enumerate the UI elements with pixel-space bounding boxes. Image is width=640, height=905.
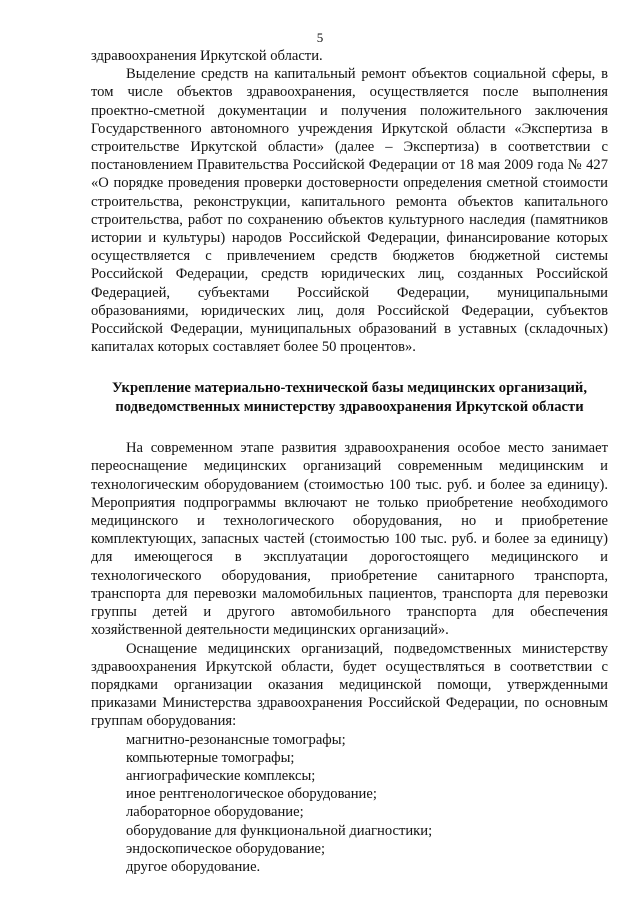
list-item: иное рентгенологическое оборудование; — [126, 786, 377, 803]
section-heading-line-1: Укрепление материально-технической базы медицинских организаций, — [112, 380, 587, 397]
list-item: ангиографические комплексы; — [126, 767, 316, 784]
section-heading — [91, 379, 608, 416]
equipment-list — [91, 731, 608, 877]
list-item: лабораторное оборудование; — [126, 804, 304, 821]
list-item: компьютерные томографы; — [126, 749, 295, 766]
list-item: оборудование для функциональной диагностики; — [126, 822, 433, 839]
paragraph-re-equipment: На современном этапе развития здравоохранения особое место занимает переоснащение медицинских организаций современным медицинским и технологическим оборудованием (стоимостью 100 тыс. руб. и более за единицу). Мероприятия подпрограммы включают не только приобретение необходимого медицинского и технологического оборудования, но и приобретение комплектующих, запасных частей (стоимостью 100 тыс. руб. и более за единицу) для имеющегося в эксплуатации дорогостоящего медицинского и технологического оборудования, приобретение санитарного транспорта, транспорта для перевозки маломобильных пациентов, транспорта для перевозки группы детей и другого автомобильного транспорта для обеспечения хозяйственной деятельности медицинских организаций». — [91, 440, 608, 639]
paragraph-continuation: здравоохранения Иркутской области. — [91, 48, 323, 64]
document-body — [91, 47, 608, 876]
list-item: другое оборудование. — [126, 858, 261, 875]
page-number: 5 — [316, 30, 324, 45]
list-item: эндоскопическое оборудование; — [126, 840, 326, 857]
list-item: магнитно-резонансные томографы; — [126, 731, 346, 748]
section-heading-line-2: подведомственных министерству здравоохранения Иркутской области — [115, 398, 584, 415]
paragraph-equipment-groups: Оснащение медицинских организаций, подведомственных министерству здравоохранения Иркутской области, будет осуществляться в соответствии с порядками организации оказания медицинской помощи, утвержденными приказами Министерства здравоохранения Российской Федерации, по основным группам оборудования: — [91, 640, 608, 730]
paragraph-capital-repair: Выделение средств на капитальный ремонт объектов социальной сферы, в том числе объектов здравоохранения, осуществляется после выполнения проектно-сметной документации и получения положительного заключения Государственного автономного учреждения Иркутской области «Экспертиза в строительстве Иркутской области» (далее – Экспертиза) в соответствии с постановлением Правительства Российской Федерации от 18 мая 2009 года № 427 «О порядке проведения проверки достоверности определения сметной стоимости строительства, реконструкции, капитального ремонта объектов капитального строительства, работ по сохранению объектов культурного наследия (памятников истории и культуры) народов Российской Федерации, финансирование которых осуществляется с привлечением средств бюджетов бюджетной системы Российской Федерации, средств юридических лиц, созданных Российской Федерацией, субъектами Российской Федерации, муниципальными образованиями, юридических лиц, доля Российской Федерации, субъектов Российской Федерации, муниципальных образований в уставных (складочных) капиталах которых составляет более 50 процентов». — [91, 66, 608, 356]
